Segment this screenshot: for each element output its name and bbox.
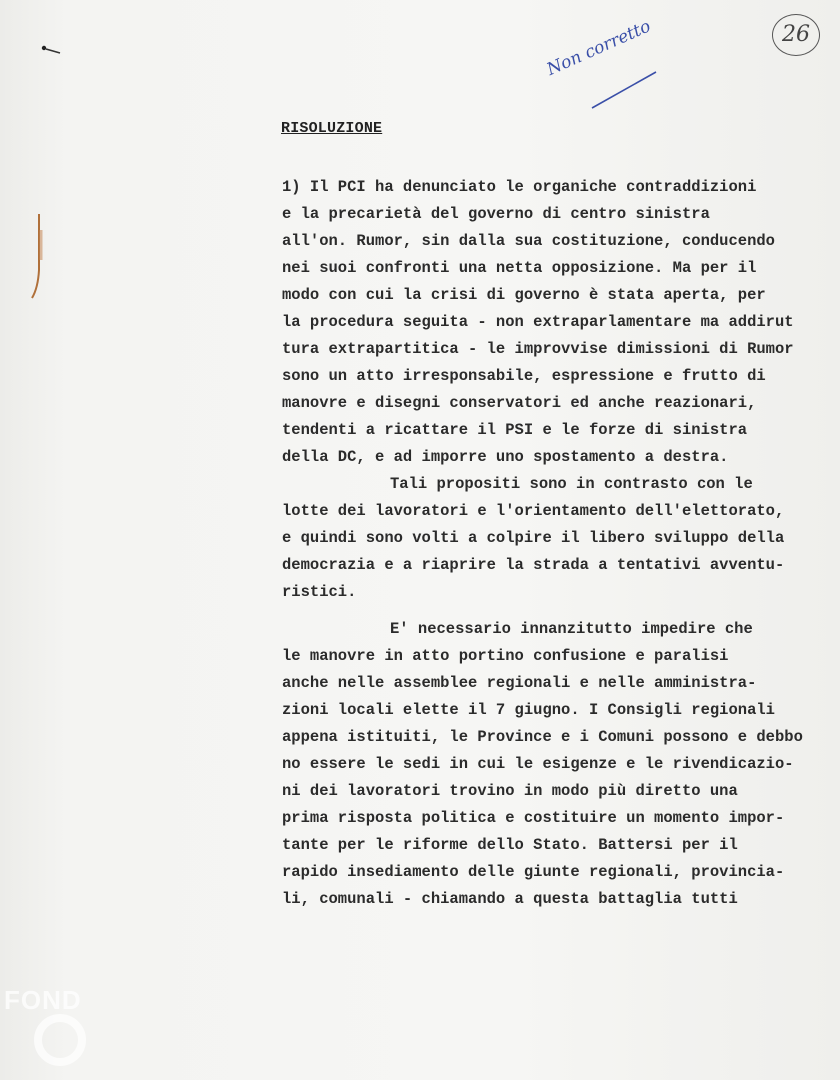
text-line: appena istituiti, le Province e i Comuni possono e debbo [282,728,803,746]
text-line: le manovre in atto portino confusione e paralisi [282,647,729,665]
text-line: manovre e disegni conservatori ed anche reazionari, [282,394,757,412]
text-line: della DC, e ad imporre uno spostamento a destra. [282,448,729,466]
text-line: E' necessario innanzitutto impedire che [390,620,753,638]
text-line: la procedura seguita - non extraparlamentare ma addirut [282,313,794,331]
staple-mark-icon [30,210,44,300]
text-line: 1) Il PCI ha denunciato le organiche contraddizioni [282,178,757,196]
text-line: li, comunali - chiamando a questa battaglia tutti [282,890,738,908]
text-line: lotte dei lavoratori e l'orientamento dell'elettorato, [282,502,785,520]
text-line: ristici. [282,583,357,601]
document-title: RISOLUZIONE [281,120,383,137]
text-line: zioni locali elette il 7 giugno. I Consigli regionali [282,701,775,719]
watermark-logo-icon [30,1010,90,1070]
text-line: e quindi sono volti a colpire il libero sviluppo della [282,529,785,547]
text-line: no essere le sedi in cui le esigenze e le rivendicazio- [282,755,794,773]
text-line: anche nelle assemblee regionali e nelle amministra- [282,674,757,692]
text-line: nei suoi confronti una netta opposizione. Ma per il [282,259,757,277]
paragraph-gap [282,606,834,616]
text-line: tante per le riforme dello Stato. Battersi per il [282,836,738,854]
text-line: prima risposta politica e costituire un momento impor- [282,809,785,827]
ink-speck-icon [40,44,64,56]
text-line: ni dei lavoratori trovino in modo più diretto una [282,782,738,800]
annotation-underline [590,66,660,110]
text-line: Tali propositi sono in contrasto con le [390,475,753,493]
text-line: democrazia e a riaprire la strada a tentativi avventu- [282,556,785,574]
text-line: e la precarietà del governo di centro sinistra [282,205,710,223]
text-line: rapido insediamento delle giunte regionali, provincia- [282,863,785,881]
handwritten-annotation: Non corretto [543,16,654,81]
text-line: tura extrapartitica - le improvvise dimissioni di Rumor [282,340,794,358]
page-number: 26 [772,14,820,56]
archive-watermark: FOND [4,985,82,1015]
text-line: tendenti a ricattare il PSI e le forze di sinistra [282,421,748,439]
document-body [282,174,834,913]
text-line: modo con cui la crisi di governo è stata aperta, per [282,286,766,304]
text-line: all'on. Rumor, sin dalla sua costituzione, conducendo [282,232,775,250]
text-line: sono un atto irresponsabile, espressione e frutto di [282,367,766,385]
